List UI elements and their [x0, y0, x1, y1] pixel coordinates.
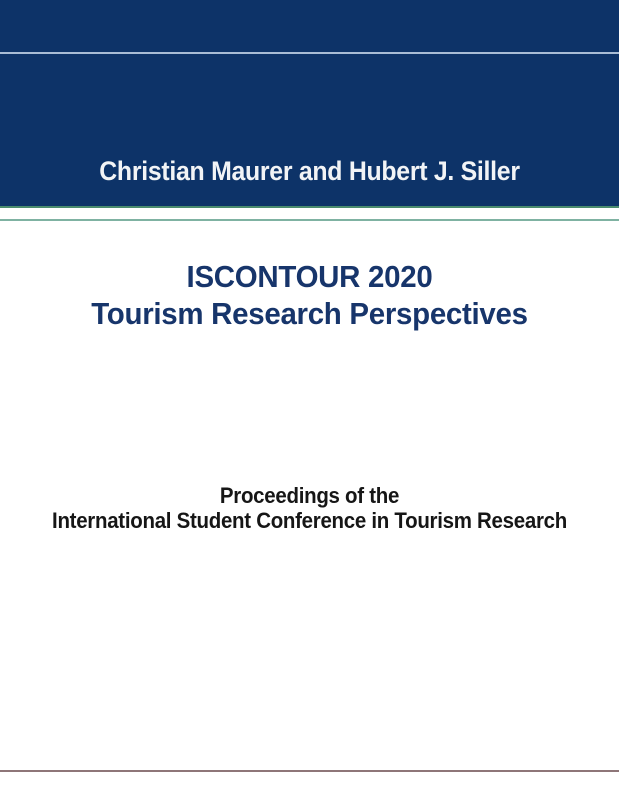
separator-teal-line — [0, 219, 619, 221]
title-line-2: Tourism Research Perspectives — [91, 296, 528, 331]
footer-line — [0, 770, 619, 772]
subtitle — [22, 483, 598, 533]
title-line-1: ISCONTOUR 2020 — [186, 259, 433, 294]
header-band — [0, 0, 619, 206]
authors-text: Christian Maurer and Hubert J. Siller — [99, 156, 520, 186]
separator-green-line — [0, 206, 619, 208]
subtitle-line-1: Proceedings of the — [219, 483, 400, 508]
subtitle-line-2: International Student Conference in Tourism Research — [52, 508, 567, 533]
header-accent-line — [0, 52, 619, 54]
book-title — [15, 258, 603, 332]
